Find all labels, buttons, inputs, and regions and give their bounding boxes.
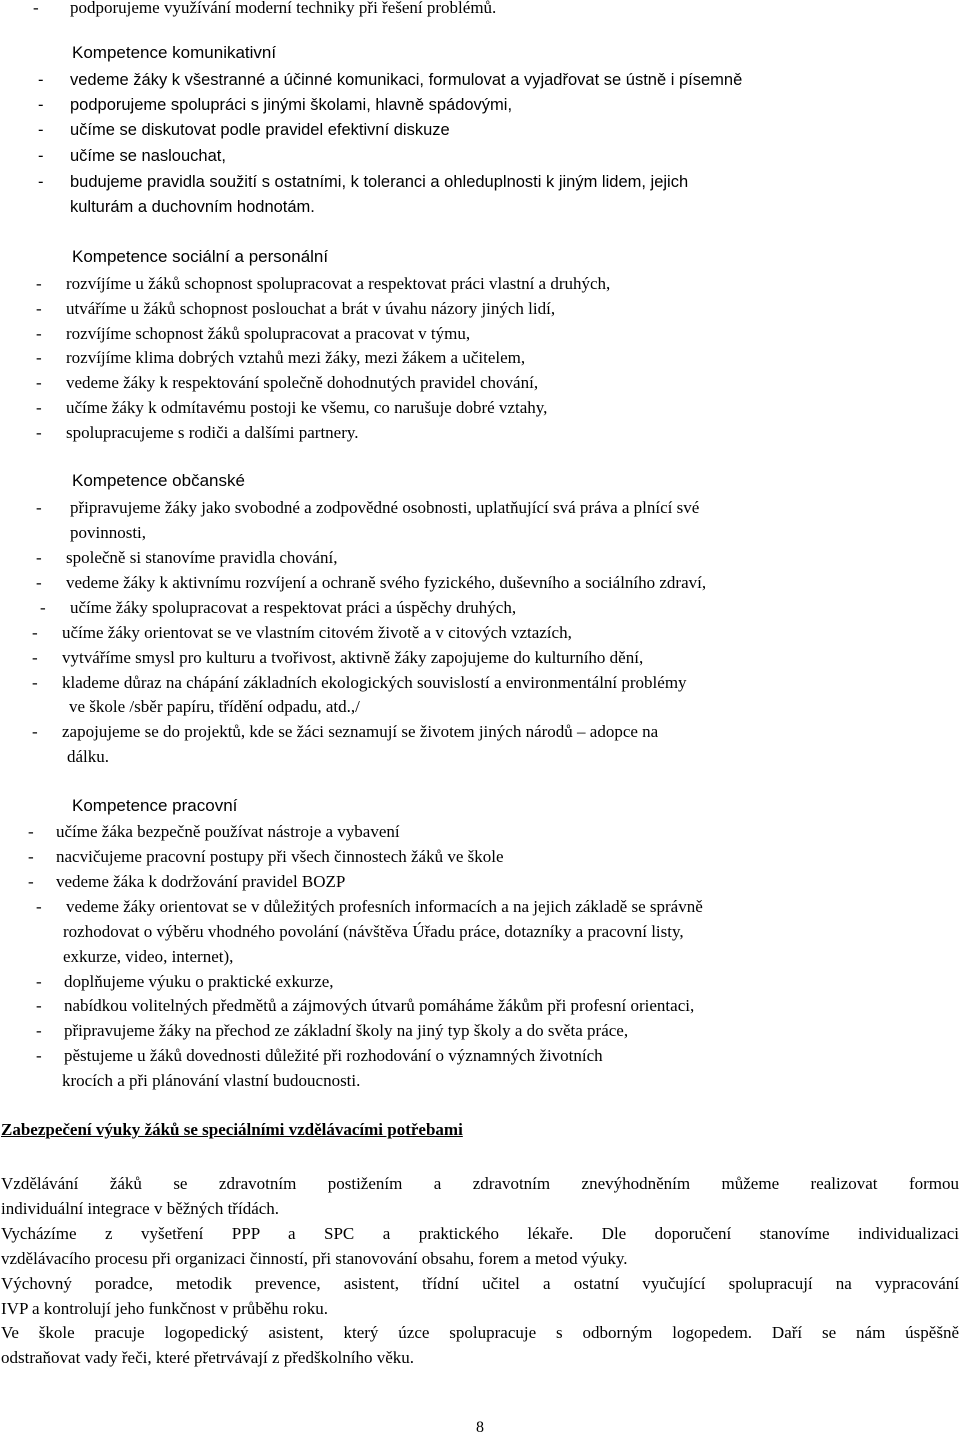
list-dash: -	[36, 373, 42, 392]
section-heading: Kompetence komunikativní	[72, 43, 277, 62]
paragraph-line: vzdělávacího procesu při organizaci činností, při stanovování obsahu, forem a metod výuky.	[1, 1249, 628, 1268]
list-item-text: rozvíjíme schopnost žáků spolupracovat a pracovat v týmu,	[66, 324, 471, 343]
list-dash: -	[36, 498, 42, 517]
list-item-text: utváříme u žáků schopnost poslouchat a brát v úvahu názory jiných lidí,	[66, 299, 556, 318]
list-dash: -	[36, 996, 42, 1015]
list-dash: -	[28, 847, 34, 866]
list-dash: -	[28, 822, 34, 841]
list-dash: -	[36, 1021, 42, 1040]
list-item-text: budujeme pravidla soužití s ostatními, k toleranci a ohleduplnosti k jiným lidem, jejich	[70, 173, 689, 191]
paragraph-line: odstraňovat vady řeči, které přetrvávají z předškolního věku.	[1, 1348, 415, 1367]
paragraph	[1, 1272, 959, 1296]
list-item-text: krocích a při plánování vlastní budoucnosti.	[62, 1071, 361, 1090]
list-dash: -	[36, 897, 42, 916]
section-heading: Kompetence občanské	[72, 471, 245, 490]
list-dash: -	[40, 598, 46, 617]
list-item-text: spolupracujeme s rodiči a dalšími partnery.	[66, 423, 359, 442]
list-dash: -	[32, 673, 38, 692]
list-item-text: rozvíjíme klima dobrých vztahů mezi žáky, mezi žákem a učitelem,	[66, 348, 526, 367]
list-item-text: vedeme žáky k aktivnímu rozvíjení a ochraně svého fyzického, duševního a sociálního zdraví,	[66, 573, 707, 592]
list-item-text: společně si stanovíme pravidla chování,	[66, 548, 338, 567]
list-dash: -	[32, 722, 38, 741]
list-item-text: povinnosti,	[70, 523, 147, 542]
list-item-text: připravujeme žáky na přechod ze základní školy na jiný typ školy a do světa práce,	[64, 1021, 629, 1040]
list-dash: -	[36, 324, 42, 343]
paragraph-line: Ve škole pracuje logopedický asistent, který úzce spolupracuje s odborným logopedem. Daří se nám úspěšně	[1, 1323, 959, 1342]
paragraph-line: IVP a kontrolují jeho funkčnost v průběhu roku.	[1, 1299, 329, 1318]
list-dash: -	[36, 299, 42, 318]
page-number: 8	[476, 1419, 484, 1436]
list-item-text: podporujeme spolupráci s jinými školami, hlavně spádovými,	[70, 96, 513, 114]
list-dash: -	[38, 71, 44, 89]
list-item-text: klademe důraz na chápání základních ekologických souvislostí a environmentální problémy	[62, 673, 687, 692]
list-dash: -	[38, 121, 44, 139]
section-title: Zabezpečení výuky žáků se speciálními vzdělávacími potřebami	[1, 1120, 463, 1139]
list-item-text: nacvičujeme pracovní postupy při všech činnostech žáků ve škole	[56, 847, 504, 866]
list-dash: -	[36, 1046, 42, 1065]
list-item-text: učíme žáka bezpečně používat nástroje a vybavení	[56, 822, 400, 841]
list-dash: -	[36, 398, 42, 417]
list-item-text: učíme se naslouchat,	[70, 147, 226, 165]
list-item-text: vedeme žáky k respektování společně dohodnutých pravidel chování,	[66, 373, 539, 392]
list-dash: -	[36, 573, 42, 592]
list-item-text: vedeme žáka k dodržování pravidel BOZP	[56, 872, 346, 891]
list-item-text: učíme žáky k odmítavému postoji ke všemu, co narušuje dobré vztahy,	[66, 398, 548, 417]
list-dash: -	[28, 872, 34, 891]
paragraph-line: Výchovný poradce, metodik prevence, asistent, třídní učitel a ostatní vyučující spolupracují na vypracování	[1, 1274, 959, 1293]
list-item-text: dálku.	[67, 747, 110, 766]
list-item-text: vedeme žáky orientovat se v důležitých profesních informacích a na jejich základě se správně	[66, 897, 703, 916]
list-item-text: rozhodovat o výběru vhodného povolání (návštěva Úřadu práce, dotazníky a pracovní listy,	[63, 922, 684, 941]
list-item-text: připravujeme žáky jako svobodné a zodpovědné osobnosti, uplatňující svá práva a plnící své	[70, 498, 700, 517]
list-dash: -	[33, 0, 39, 17]
paragraph	[1, 1172, 959, 1196]
list-item-text: pěstujeme u žáků dovednosti důležité při rozhodování o významných životních	[64, 1046, 603, 1065]
paragraph-line: individuální integrace v běžných třídách.	[1, 1199, 280, 1218]
list-dash: -	[36, 348, 42, 367]
list-dash: -	[38, 173, 44, 191]
list-item-text: doplňujeme výuku o praktické exkurze,	[64, 972, 334, 991]
paragraph	[1, 1222, 959, 1246]
list-item-text: učíme žáky spolupracovat a respektovat práci a úspěchy druhých,	[70, 598, 517, 617]
list-dash: -	[36, 972, 42, 991]
list-item-text: vedeme žáky k všestranné a účinné komunikaci, formulovat a vyjadřovat se ústně i písemně	[70, 71, 743, 89]
list-item-text: exkurze, video, internet),	[63, 947, 234, 966]
list-item-text: učíme žáky orientovat se ve vlastním citovém životě a v citových vztazích,	[62, 623, 572, 642]
list-dash: -	[32, 648, 38, 667]
list-dash: -	[38, 96, 44, 114]
list-dash: -	[38, 147, 44, 165]
section-heading: Kompetence pracovní	[72, 796, 238, 815]
list-dash: -	[36, 548, 42, 567]
list-item-text: podporujeme využívání moderní techniky při řešení problémů.	[70, 0, 497, 17]
list-dash: -	[32, 623, 38, 642]
paragraph	[1, 1321, 959, 1345]
section-heading: Kompetence sociální a personální	[72, 247, 329, 266]
list-dash: -	[36, 423, 42, 442]
list-item-text: nabídkou volitelných předmětů a zájmových útvarů pomáháme žákům při profesní orientaci,	[64, 996, 695, 1015]
list-dash: -	[36, 274, 42, 293]
paragraph-line: Vzdělávání žáků se zdravotním postižením a zdravotním znevýhodněním můžeme realizovat formou	[1, 1174, 959, 1193]
list-item-text: rozvíjíme u žáků schopnost spolupracovat a respektovat práci vlastní a druhých,	[66, 274, 611, 293]
paragraph-line: Vycházíme z vyšetření PPP a SPC a praktického lékaře. Dle doporučení stanovíme individualizaci	[1, 1224, 959, 1243]
list-item-text: vytváříme smysl pro kulturu a tvořivost, aktivně žáky zapojujeme do kulturního dění,	[62, 648, 644, 667]
list-item-text: kulturám a duchovním hodnotám.	[70, 198, 315, 216]
list-item-text: ve škole /sběr papíru, třídění odpadu, atd.,/	[69, 697, 360, 716]
list-item-text: učíme se diskutovat podle pravidel efektivní diskuze	[70, 121, 450, 139]
list-item-text: zapojujeme se do projektů, kde se žáci seznamují se životem jiných národů – adopce na	[62, 722, 659, 741]
